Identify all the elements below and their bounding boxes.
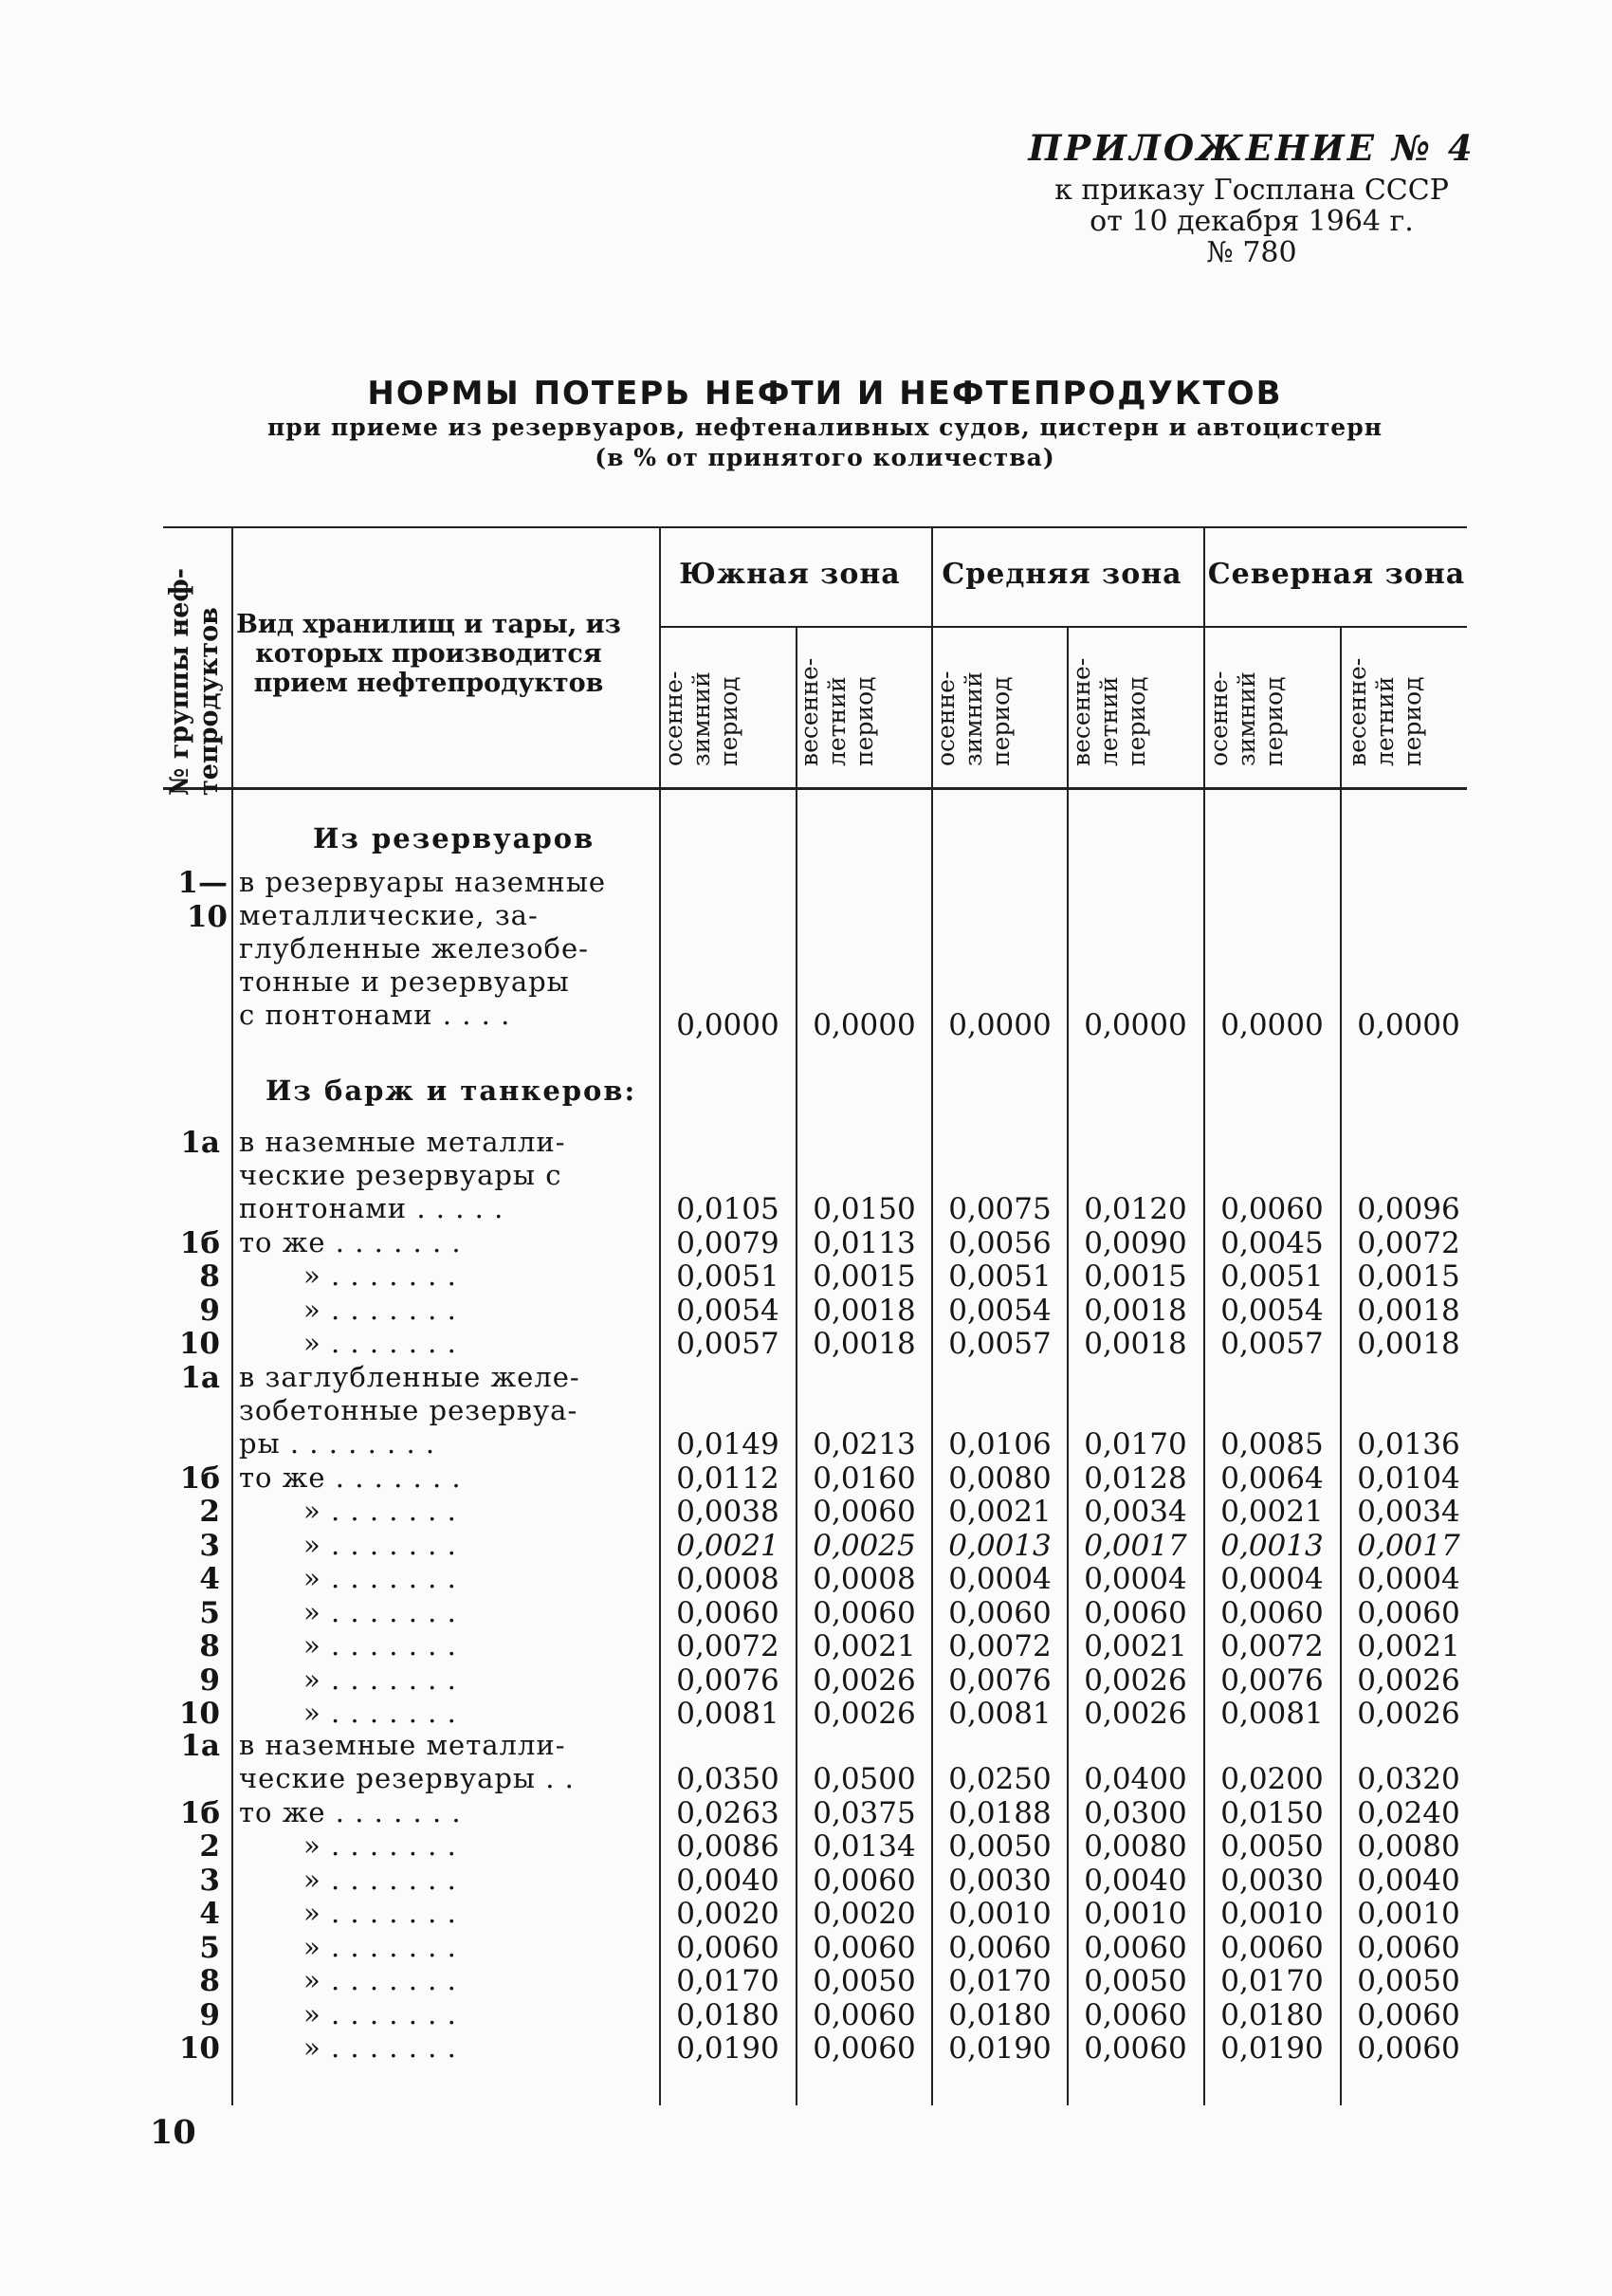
value-cell: 0,0020 — [813, 1897, 916, 1931]
table-row — [163, 1829, 1467, 1863]
group-number: 3 — [199, 1528, 220, 1563]
value-cell: 0,0018 — [813, 1293, 916, 1328]
group-number: 5 — [199, 1595, 220, 1630]
value-cell: 0,0050 — [948, 1829, 1052, 1864]
value-cell: 0,0010 — [948, 1897, 1052, 1931]
value-cell: 0,0190 — [676, 2031, 779, 2066]
value-cell: 0,0017 — [1084, 1528, 1187, 1563]
group-number: 10 — [178, 1697, 220, 1731]
appendix-date-line: от 10 декабря 1964 г. — [1090, 205, 1414, 238]
document-heading — [190, 375, 1460, 473]
value-cell: 0,0076 — [948, 1662, 1052, 1698]
group-number: 1б — [179, 1460, 220, 1496]
value-cell: 0,0170 — [1220, 1964, 1324, 1998]
value-cell: 0,0160 — [813, 1460, 916, 1496]
table-row — [163, 1461, 1467, 1495]
value-cell: 0,0060 — [813, 1595, 916, 1630]
value-cell: 0,0025 — [813, 1528, 916, 1563]
value-cell: 0,0060 — [1357, 1595, 1460, 1630]
row-label: » . . . . . . . — [303, 1829, 457, 1862]
value-cell: 0,0054 — [676, 1293, 779, 1328]
value-cell: 0,0050 — [813, 1964, 916, 1998]
period-header: осенне- зимний период — [660, 670, 742, 766]
value-cell: 0,0051 — [948, 1259, 1052, 1294]
value-cell: 0,0015 — [1084, 1259, 1187, 1294]
table-row — [163, 1529, 1467, 1562]
group-number: 5 — [199, 1930, 220, 1965]
appendix-title: ПРИЛОЖЕНИЕ № 4 — [1028, 127, 1475, 169]
value-cell: 0,0170 — [676, 1964, 779, 1998]
value-cell: 0,0072 — [1357, 1225, 1460, 1260]
value-cell: 0,0240 — [1357, 1795, 1460, 1830]
value-cell: 0,0004 — [1084, 1562, 1187, 1596]
value-cell: 0,0040 — [1084, 1863, 1187, 1898]
group-number: 1а — [180, 1361, 220, 1395]
value-cell: 0,0060 — [1084, 1595, 1187, 1630]
value-cell: 0,0128 — [1084, 1460, 1187, 1496]
value-cell: 0,0021 — [1220, 1495, 1324, 1529]
row-label: » . . . . . . . — [303, 1595, 457, 1628]
value-cell: 0,0149 — [676, 1427, 779, 1461]
value-cell: 0,0060 — [813, 1930, 916, 1965]
table-row — [163, 1427, 1467, 1460]
value-cell: 0,0026 — [1357, 1697, 1460, 1731]
value-cell: 0,0263 — [676, 1795, 779, 1830]
group-number: 9 — [199, 1293, 220, 1328]
value-cell: 0,0060 — [676, 1595, 779, 1630]
value-cell: 0,0180 — [1220, 1997, 1324, 2032]
period-header: весенне- летний период — [796, 657, 878, 766]
value-cell: 0,0034 — [1357, 1495, 1460, 1529]
value-cell: 0,0004 — [948, 1562, 1052, 1596]
value-cell: 0,0060 — [1084, 1930, 1187, 1965]
value-cell: 0,0010 — [1357, 1897, 1460, 1931]
storage-kind-column-header: Вид хранилищ и тары, из которых производится прием нефтепродуктов — [236, 610, 621, 698]
row-label: » . . . . . . . — [303, 1327, 457, 1359]
value-cell: 0,0015 — [1357, 1259, 1460, 1294]
value-cell: 0,0021 — [813, 1629, 916, 1663]
value-cell: 0,0000 — [676, 1008, 779, 1042]
value-cell: 0,0026 — [1084, 1697, 1187, 1731]
row-label: » . . . . . . . — [303, 1697, 457, 1729]
storage-kind-description: в резервуары наземные металлические, за- глубленные железобе- тонные и резервуары с понтонами . . . . — [239, 866, 607, 1031]
value-cell: 0,0081 — [676, 1697, 779, 1731]
value-cell: 0,0300 — [1084, 1795, 1187, 1830]
value-cell: 0,0038 — [676, 1495, 779, 1529]
value-cell: 0,0010 — [1220, 1897, 1324, 1931]
table-row — [163, 1008, 1467, 1041]
value-cell: 0,0040 — [676, 1863, 779, 1898]
table-top-rule — [163, 526, 1467, 528]
value-cell: 0,0000 — [1084, 1008, 1187, 1042]
table-row — [163, 1562, 1467, 1595]
value-cell: 0,0000 — [1220, 1008, 1324, 1042]
value-cell: 0,0050 — [1084, 1964, 1187, 1998]
value-cell: 0,0400 — [1084, 1762, 1187, 1796]
row-label: » . . . . . . . — [303, 1930, 457, 1963]
table-row — [163, 1259, 1467, 1293]
group-number: 4 — [199, 1562, 220, 1596]
value-cell: 0,0188 — [948, 1795, 1052, 1830]
value-cell: 0,0086 — [676, 1829, 779, 1864]
table-row — [163, 1762, 1467, 1795]
period-header: весенне- летний период — [1068, 657, 1150, 766]
row-label: » . . . . . . . — [303, 1863, 457, 1896]
value-cell: 0,0000 — [948, 1008, 1052, 1042]
value-cell: 0,0040 — [1357, 1863, 1460, 1898]
value-cell: 0,0026 — [813, 1662, 916, 1698]
value-cell: 0,0030 — [1220, 1863, 1324, 1898]
value-cell: 0,0060 — [1357, 1930, 1460, 1965]
table-row — [163, 1663, 1467, 1697]
group-number: 8 — [199, 1259, 220, 1294]
appendix-number-line: № 780 — [1206, 236, 1297, 269]
page-title: НОРМЫ ПОТЕРЬ НЕФТИ И НЕФТЕПРОДУКТОВ — [367, 375, 1283, 413]
period-header: осенне- зимний период — [1205, 670, 1288, 766]
value-cell: 0,0072 — [948, 1629, 1052, 1663]
row-label: то же . . . . . . . — [239, 1225, 462, 1258]
value-cell: 0,0112 — [676, 1460, 779, 1496]
value-cell: 0,0350 — [676, 1762, 779, 1796]
table-row — [163, 1697, 1467, 1730]
value-cell: 0,0060 — [813, 1997, 916, 2032]
value-cell: 0,0500 — [813, 1762, 916, 1796]
group-number: 3 — [199, 1863, 220, 1898]
value-cell: 0,0079 — [676, 1225, 779, 1260]
row-label: » . . . . . . . — [303, 1629, 457, 1662]
group-number: 1а — [180, 1729, 220, 1763]
row-label: » . . . . . . . — [303, 1259, 457, 1292]
value-cell: 0,0085 — [1220, 1427, 1324, 1461]
value-cell: 0,0051 — [1220, 1259, 1324, 1294]
value-cell: 0,0064 — [1220, 1460, 1324, 1496]
value-cell: 0,0106 — [948, 1427, 1052, 1461]
row-label: » . . . . . . . — [303, 1964, 457, 1996]
table-row — [163, 1629, 1467, 1662]
value-cell: 0,0080 — [1084, 1829, 1187, 1864]
storage-kind-description: в наземные металли- ческие резервуары с понтонами . . . . . — [239, 1126, 566, 1224]
group-column-header-line1: № группы неф- — [165, 568, 194, 796]
group-number: 1б — [179, 1795, 220, 1830]
row-label: » . . . . . . . — [303, 1662, 457, 1696]
table-row — [163, 1998, 1467, 2031]
value-cell: 0,0000 — [1357, 1008, 1460, 1042]
value-cell: 0,0008 — [676, 1562, 779, 1596]
value-cell: 0,0180 — [676, 1997, 779, 2032]
value-cell: 0,0200 — [1220, 1762, 1324, 1796]
table-row — [163, 1796, 1467, 1829]
page-number: 10 — [150, 2113, 196, 2152]
value-cell: 0,0060 — [813, 1863, 916, 1898]
table-row — [163, 1192, 1467, 1225]
row-label: » . . . . . . . — [303, 2031, 457, 2064]
value-cell: 0,0060 — [813, 1495, 916, 1529]
value-cell: 0,0113 — [813, 1225, 916, 1260]
value-cell: 0,0054 — [948, 1293, 1052, 1328]
value-cell: 0,0120 — [1084, 1192, 1187, 1226]
group-column-header — [165, 540, 224, 796]
table-header-rule — [163, 787, 1467, 790]
table-row — [163, 1931, 1467, 1964]
group-number: 8 — [199, 1629, 220, 1663]
group-number: 8 — [199, 1964, 220, 1998]
value-cell: 0,0136 — [1357, 1427, 1460, 1461]
group-number: 9 — [199, 1662, 220, 1698]
value-cell: 0,0076 — [676, 1662, 779, 1698]
value-cell: 0,0030 — [948, 1863, 1052, 1898]
value-cell: 0,0013 — [948, 1528, 1052, 1563]
period-header: весенне- летний период — [1344, 657, 1426, 766]
zone-south-header: Южная зона — [679, 558, 901, 591]
table-row — [163, 1864, 1467, 1897]
group-number: 2 — [199, 1495, 220, 1529]
page-subtitle: при приеме из резервуаров, нефтеналивных судов, цистерн и автоцистерн — [266, 413, 1383, 441]
value-cell: 0,0021 — [676, 1528, 779, 1563]
value-cell: 0,0060 — [948, 1595, 1052, 1630]
row-label: » . . . . . . . — [303, 1495, 457, 1527]
value-cell: 0,0060 — [1220, 1930, 1324, 1965]
value-cell: 0,0096 — [1357, 1192, 1460, 1226]
value-cell: 0,0057 — [676, 1327, 779, 1361]
value-cell: 0,0026 — [813, 1697, 916, 1731]
value-cell: 0,0021 — [1357, 1629, 1460, 1663]
value-cell: 0,0060 — [948, 1930, 1052, 1965]
section-title: Из барж и танкеров: — [266, 1075, 637, 1107]
value-cell: 0,0080 — [1357, 1829, 1460, 1864]
value-cell: 0,0057 — [948, 1327, 1052, 1361]
value-cell: 0,0080 — [948, 1460, 1052, 1496]
zone-middle-header: Средняя зона — [942, 558, 1182, 591]
row-label: » . . . . . . . — [303, 1528, 457, 1561]
group-number: 1а — [180, 1126, 220, 1160]
value-cell: 0,0170 — [948, 1964, 1052, 1998]
group-number: 9 — [199, 1997, 220, 2032]
group-column-header-line2: тепродуктов — [194, 607, 224, 796]
value-cell: 0,0076 — [1220, 1662, 1324, 1698]
value-cell: 0,0018 — [1357, 1293, 1460, 1328]
value-cell: 0,0021 — [948, 1495, 1052, 1529]
row-label: » . . . . . . . — [303, 1293, 457, 1326]
group-number: 4 — [199, 1897, 220, 1931]
value-cell: 0,0190 — [948, 2031, 1052, 2066]
value-cell: 0,0020 — [676, 1897, 779, 1931]
storage-kind-description: в заглубленные желе- зобетонные резервуа- ры . . . . . . . . — [239, 1361, 580, 1460]
value-cell: 0,0060 — [1084, 2031, 1187, 2066]
section-title: Из резервуаров — [313, 822, 595, 854]
appendix-order-line: к приказу Госплана СССР — [1054, 174, 1449, 207]
value-cell: 0,0150 — [1220, 1795, 1324, 1830]
group-number: 10 — [178, 1327, 220, 1361]
value-cell: 0,0081 — [948, 1697, 1052, 1731]
row-label: то же . . . . . . . — [239, 1460, 462, 1494]
row-label: то же . . . . . . . — [239, 1795, 462, 1828]
value-cell: 0,0051 — [676, 1259, 779, 1294]
appendix-reference — [1005, 127, 1498, 268]
row-label: » . . . . . . . — [303, 1562, 457, 1594]
value-cell: 0,0213 — [813, 1427, 916, 1461]
zone-north-header: Северная зона — [1207, 558, 1466, 591]
table-row — [163, 1596, 1467, 1629]
value-cell: 0,0060 — [1220, 1192, 1324, 1226]
value-cell: 0,0000 — [813, 1008, 916, 1042]
value-cell: 0,0018 — [813, 1327, 916, 1361]
value-cell: 0,0054 — [1220, 1293, 1324, 1328]
value-cell: 0,0081 — [1220, 1697, 1324, 1731]
value-cell: 0,0060 — [1084, 1997, 1187, 2032]
value-cell: 0,0034 — [1084, 1495, 1187, 1529]
value-cell: 0,0017 — [1357, 1528, 1460, 1563]
period-header: осенне- зимний период — [932, 670, 1015, 766]
value-cell: 0,0057 — [1220, 1327, 1324, 1361]
value-cell: 0,0072 — [1220, 1629, 1324, 1663]
value-cell: 0,0026 — [1357, 1662, 1460, 1698]
table-row — [163, 1897, 1467, 1930]
group-number: 2 — [199, 1829, 220, 1864]
value-cell: 0,0013 — [1220, 1528, 1324, 1563]
value-cell: 0,0090 — [1084, 1225, 1187, 1260]
value-cell: 0,0104 — [1357, 1460, 1460, 1496]
storage-kind-description: в наземные металли- ческие резервуары . . — [239, 1729, 575, 1794]
value-cell: 0,0026 — [1084, 1662, 1187, 1698]
table-row — [163, 1964, 1467, 1997]
value-cell: 0,0056 — [948, 1225, 1052, 1260]
page-subtitle-units: (в % от принятого количества) — [595, 444, 1055, 471]
value-cell: 0,0375 — [813, 1795, 916, 1830]
value-cell: 0,0060 — [1357, 1997, 1460, 2032]
value-cell: 0,0060 — [1357, 2031, 1460, 2066]
value-cell: 0,0134 — [813, 1829, 916, 1864]
value-cell: 0,0004 — [1220, 1562, 1324, 1596]
zone-rule — [661, 626, 1467, 628]
value-cell: 0,0015 — [813, 1259, 916, 1294]
group-number: 1—10 — [177, 866, 228, 934]
value-cell: 0,0018 — [1084, 1327, 1187, 1361]
value-cell: 0,0250 — [948, 1762, 1052, 1796]
table-row — [163, 2031, 1467, 2065]
table-row — [163, 1495, 1467, 1528]
row-label: » . . . . . . . — [303, 1897, 457, 1929]
table-row — [163, 1327, 1467, 1360]
value-cell: 0,0060 — [676, 1930, 779, 1965]
value-cell: 0,0150 — [813, 1192, 916, 1226]
value-cell: 0,0190 — [1220, 2031, 1324, 2066]
value-cell: 0,0004 — [1357, 1562, 1460, 1596]
value-cell: 0,0018 — [1357, 1327, 1460, 1361]
value-cell: 0,0045 — [1220, 1225, 1324, 1260]
value-cell: 0,0010 — [1084, 1897, 1187, 1931]
group-number: 1б — [179, 1225, 220, 1260]
value-cell: 0,0050 — [1220, 1829, 1324, 1864]
row-label: » . . . . . . . — [303, 1997, 457, 2030]
value-cell: 0,0060 — [813, 2031, 916, 2066]
value-cell: 0,0105 — [676, 1192, 779, 1226]
value-cell: 0,0050 — [1357, 1964, 1460, 1998]
value-cell: 0,0180 — [948, 1997, 1052, 2032]
value-cell: 0,0018 — [1084, 1293, 1187, 1328]
group-number: 10 — [178, 2031, 220, 2066]
value-cell: 0,0072 — [676, 1629, 779, 1663]
value-cell: 0,0075 — [948, 1192, 1052, 1226]
value-cell: 0,0021 — [1084, 1629, 1187, 1663]
value-cell: 0,0008 — [813, 1562, 916, 1596]
value-cell: 0,0060 — [1220, 1595, 1324, 1630]
value-cell: 0,0170 — [1084, 1427, 1187, 1461]
value-cell: 0,0320 — [1357, 1762, 1460, 1796]
table-row — [163, 1294, 1467, 1327]
table-row — [163, 1226, 1467, 1259]
